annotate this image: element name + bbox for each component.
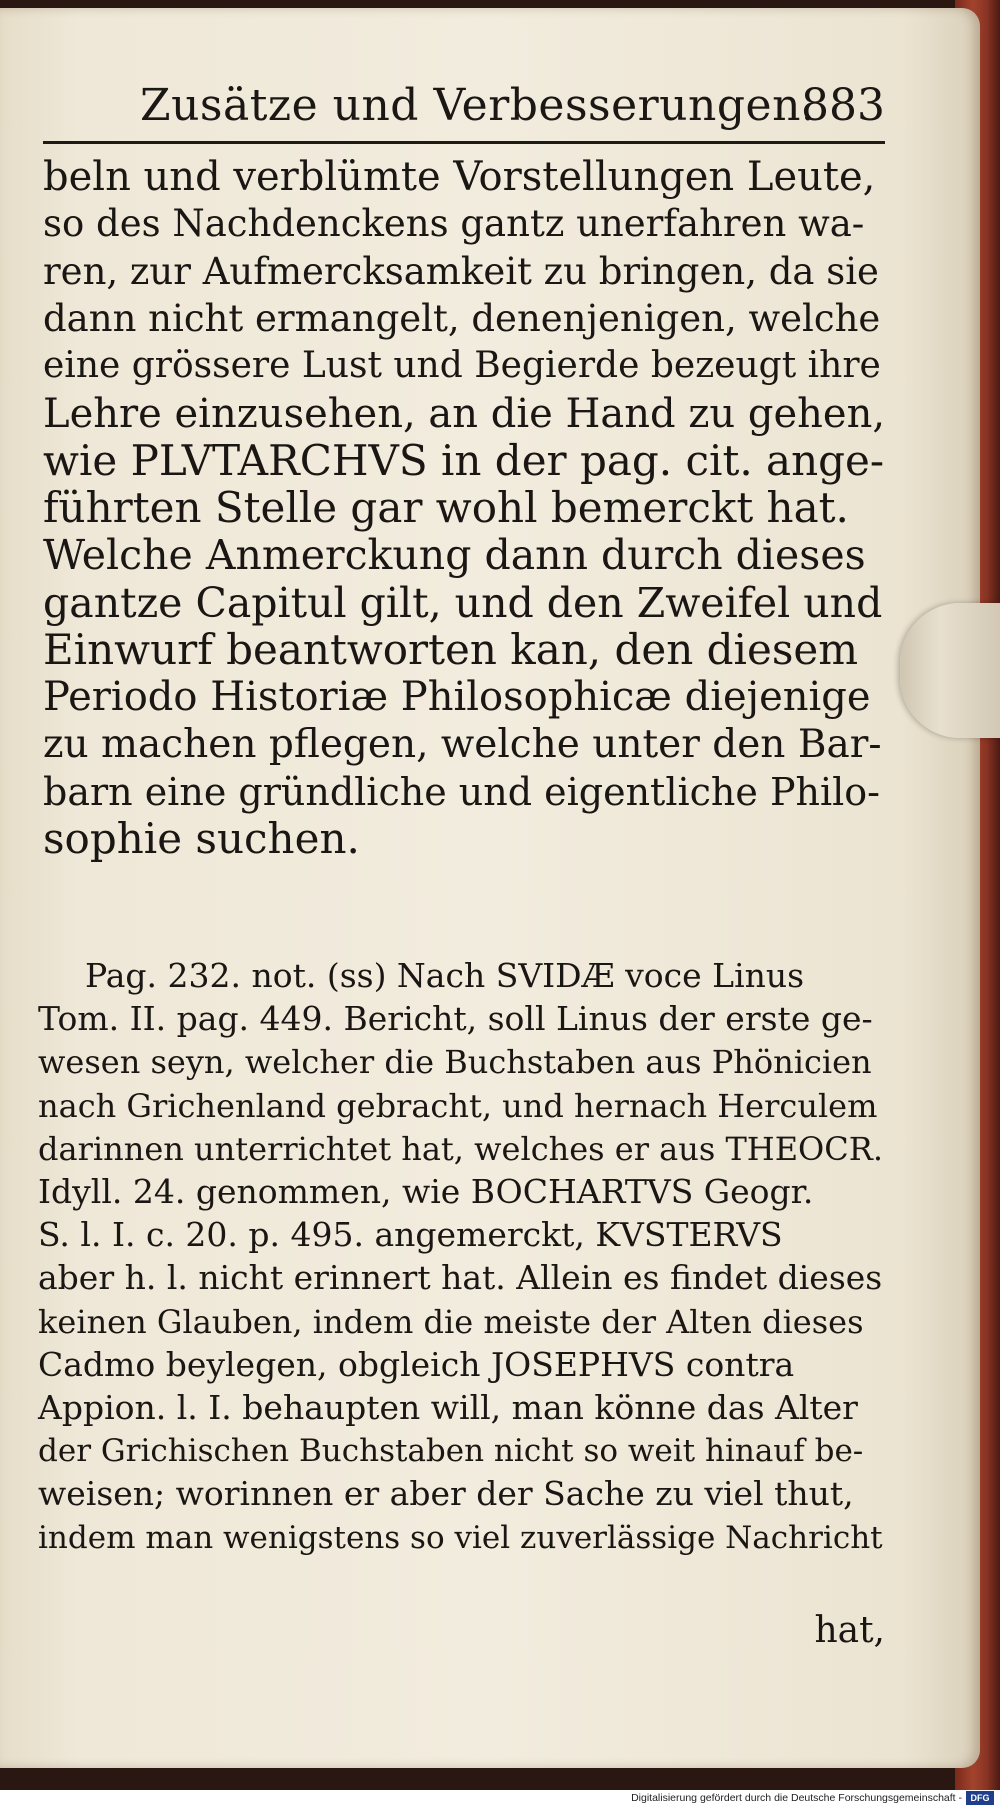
catchword: hat, [814, 1610, 885, 1651]
note-line: S. l. I. c. 20. p. 495. angemerckt, KVSTERVS [38, 1215, 783, 1255]
text-line: dann nicht ermangelt, denenjenigen, welche [43, 296, 881, 340]
text-line: Welche Anmerckung dann durch dieses [43, 531, 866, 580]
note-line: aber h. l. nicht erinnert hat. Allein es findet dieses [38, 1258, 883, 1298]
text-line: barn eine gründliche und eigentliche Philo- [43, 769, 881, 814]
note-line: Appion. l. I. behaupten will, man könne das Alter [38, 1388, 858, 1427]
page-number: 883 [801, 80, 885, 131]
page-tab [900, 603, 1000, 738]
note-line: Cadmo beylegen, obgleich JOSEPHVS contra [38, 1344, 795, 1384]
note-line: weisen; worinnen er aber der Sache zu viel thut, [38, 1474, 854, 1514]
text-line: beln und verblümte Vorstellungen Leute, [43, 154, 876, 200]
note-line: Tom. II. pag. 449. Bericht, soll Linus der erste ge- [38, 999, 873, 1039]
note-line: der Grichischen Buchstaben nicht so weit hinauf be- [38, 1433, 864, 1470]
text-line: führten Stelle gar wohl bemerckt hat. [43, 483, 849, 533]
text-line: so des Nachdenckens gantz unerfahren wa- [43, 202, 865, 246]
text-line: eine grössere Lust und Begierde bezeugt ihre [43, 345, 881, 387]
text-line: sophie suchen. [43, 814, 360, 864]
text-line: Periodo Historiæ Philosophicæ diejenige [43, 674, 871, 721]
header-title: Zusätze und Verbesserungen. [140, 80, 816, 131]
note-line: darinnen unterrichtet hat, welches er aus THEOCR. [38, 1129, 884, 1168]
note-line: keinen Glauben, indem die meiste der Alten dieses [38, 1302, 864, 1341]
note-line: wesen seyn, welcher die Buchstaben aus Phönicien [38, 1043, 872, 1082]
running-header [140, 72, 885, 142]
footer-credit: Digitalisierung gefördert durch die Deutsche Forschungsgemeinschaft - [631, 1792, 962, 1804]
note-line: Idyll. 24. genommen, wie BOCHARTVS Geogr. [38, 1172, 814, 1211]
note-line: Pag. 232. not. (ss) Nach SVIDÆ voce Linus [85, 956, 805, 995]
note-line: nach Grichenland gebracht, und hernach Herculem [38, 1086, 878, 1125]
header-rule [43, 141, 885, 144]
dfg-logo-icon: DFG [966, 1791, 994, 1805]
text-line: Einwurf beantworten kan, den diesem [43, 625, 859, 674]
text-line: zu machen pflegen, welche unter den Bar- [43, 721, 882, 767]
text-line: wie PLVTARCHVS in der pag. cit. ange- [43, 435, 885, 485]
text-line: ren, zur Aufmercksamkeit zu bringen, da sie [43, 249, 879, 293]
text-line: Lehre einzusehen, an die Hand zu gehen, [43, 390, 886, 437]
text-line: gantze Capitul gilt, und den Zweifel und [43, 578, 883, 627]
note-line: indem man wenigstens so viel zuverlässige Nachricht [38, 1519, 883, 1556]
